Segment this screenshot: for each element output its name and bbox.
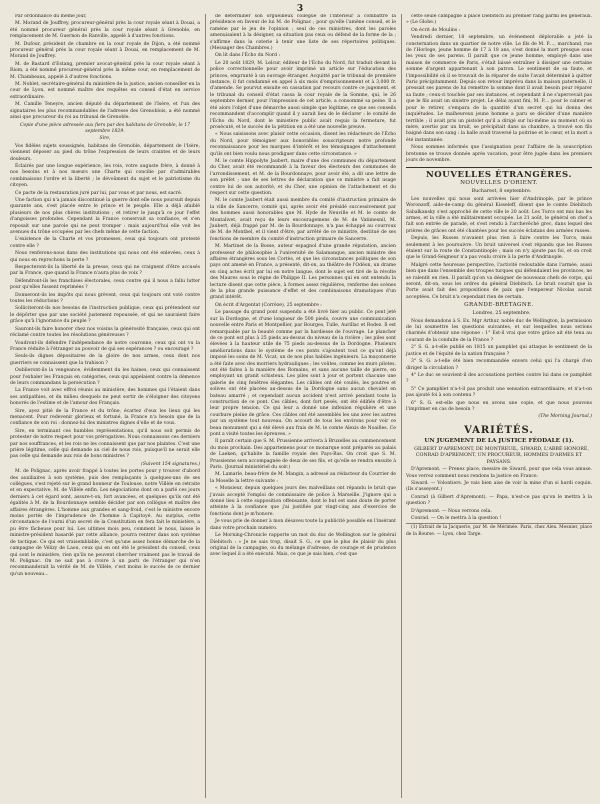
paragraph: M. Noblet, secrétaire-général du ministère de la justice, ancien conseiller en la cour de Lyon, est nommé maître des requêtes en conseil d'état en service extraordinaire. [10,82,200,100]
paragraph: Sauront-ils faire honorer chez nos voisins la générosité française, ceux qui ont réclamé contre toutes les résolutions généreuses ? [10,326,200,339]
paragraph: M. Martinet de la Bosse, auteur espagnol d'une grande réputation, ancien professeur de philosophie à l'université de Salamanque, ancien ministre des affaires étrangères sous les Cortès, et que les circonstances politiques de son pays ont amené en France, a présenté, dit-on, au théâtre de l'Odéon, un drame en cinq actes écrit par lui en notre langue, dont le sujet est tiré de la révolte des Maures sous le règne de Philippe II. Les personnes qui en ont entendu la lecture disent que cette pièce, à formes assez régulières, renferme des scènes de la plus grande puissance d'effet et des combinaisons dramatiques d'un grand intérêt. [210,244,396,301]
paragraph: de déterminer son orgueilleux collègue de l'intérieur à combattre la présidence en faveur de lui M. de Polignac ; pour qu'elle l'amène conseil, et le ramène par le jeu de l'opinion ; seul de ces ministres, dont les paroles amenuisaient à la désigner, sa situation pas ceux ou défend de la forme de la ; s'affirme dans la coterie à tenir une liste de ses répertoires politiques. (Messager des Chambres.) [210,14,396,52]
paragraph: Malgré cette heureuse perspective, l'activité redoutable dans l'armée, aussi bien que dans l'ensemble des troupes turques qui défendaient les provinces, ne se ralentit en rien. Il paraît qu'on va désigner de nouveaux chefs de corps, qui seront, dit-on, sous les ordres du général Diebitsch. Le bruit courait que la Porte avait fait des propositions de paix que l'empereur Nicolas aurait acceptées. Ce bruit n'a cependant rien de certain. [406,262,592,300]
paragraph: 5° Ce pamphlet n'a-t-il pas produit une sensation extraordinaire, et n'a-t-on pas ajouté foi à son contenu ? [406,386,592,399]
dateline: Bucharest, 8 septembre. [471,189,532,195]
paragraph: On écrit de Moulins : [411,27,461,33]
paragraph: M. de Bastard d'Estang, premier avocat-général près la cour royale séant à Riom, a été nommé procureur-général près la même cour, en remplacement de M. Chambeaux, appelé à d'autres fonctions. [10,61,200,80]
cast-list: GILBERT D'APREMONT, DE MONTREUIL, SIWARD, L'ABBÉ HONORÉ, CONRAD D'APREMONT, UN PROCUREUR, HOMMES D'ARMES ET PAYSANS. [414,446,589,465]
dialogue-line: Conrad (à Gilbert d'Apremont). — Papa, n'est-ce pas qu'on le mettra à la question ? [406,494,592,507]
orient-news-subheading: NOUVELLES D'ORIENT. [460,180,538,187]
paragraph: Il paraît certain que S. M. Prussienne arrivera à Bruxelles au commencement du mois prochain. Des appartemens pour ce monarque sont préparés au palais de Laeken, qu'habite la famille royale des Pays-Bas. On croit que S. M. Prussienne sera accompagnée de deux de ses fils, et qu'elle se rendra ensuite à Paris. (Journal ministériel du soir.) [210,439,396,471]
paragraph: Seuls-ils dignes dépositaires de la gloire de nos armes, ceux dont nos guerriers se connaissent que la trahison ? [10,354,200,366]
newspaper-columns [10,14,592,798]
varietes-heading: VARIÉTÉS. [464,424,534,436]
paragraph: Nous sommes informés que l'assignation pour l'affaire de la souscription bretonne se trouve donnée après vacation, pour être jugée dans les premiers jours de novembre. [406,145,592,163]
paragraph: 4° Le duc se souvient-il des accusations portées contre lui dans ce pamphlet ? [406,372,592,385]
paragraph: M. Dufour, président de chambre en la cour royale de Dijon, a été nommé procureur général près la cour royale séant à Douai, en remplacement de M. Morand de Jouffrey. [10,41,200,60]
paragraph: Vendredi dernier, 18 septembre, un événement déplorable a jeté la consternation dans un quartier de notre ville. Le fils de M. P...., marchand, rue de l'Horloge, jeune homme de 17 à 18 ans, s'est donné la mort presque sous les yeux de ses parens. Il paraît que ce jeune homme, employé dans une maison de commerce de Paris, s'était laissé entraîner à dissiper une certaine somme d'argent appartenant à son patron. Le sentiment de sa faute, et l'impossibilité où il se trouvait de la réparer de suite l'avait déterminé à quitter Paris précipitamment. Depuis son retour imprévu dans la maison paternelle, il pressait ses parens de lui remettre la somme dont il avait besoin pour réparer sa faute ; ceux-ci touchés par ses instances, et cependant il ne s'apercevait pas que le fils avait un sinistre projet. Le délai ayant fini, M. P.... pour le calmer et pour le retirer, s'empara de la quantité d'un secret qui lui donna des inquiétudes. Le malheureux jeune homme a paru se décider d'une manière terrible ; il avait pris un pistolet qu'il a dirigé sur lui-même au moment où sa mère, avertie par un bruit, se précipitait dans sa chambre, a trouvé son fils baigné dans son sang : la balle avait traversé la poitrine et le cœur, et la mort a été instantanée. [406,35,592,143]
paragraph: Par ordonnance du même jour, [15,14,87,19]
letter-heading: Copie d'une pièce adressée aux fiers par des habitans de Grenoble, le 17 septembre 1829. [19,122,191,134]
foreign-news-heading: NOUVELLES ÉTRANGÈRES. [406,167,592,180]
paragraph: On écrit d'Argentat (Corrèze), 25 septembre : [215,302,322,308]
paragraph: Le passage du grand pont suspendu a été livré hier au public. Ce pont jeté sur la Dordogne, et d'une longueur de 500 pieds, couvre une communication nouvelle entre Paris et Montpellier, par Bourges, Tulle, Aurillac et Rodez. Il est remarquable par la beauté comme par la hardiesse de l'ouvrage. Le plancher de ce pont est plus à 25 pieds au-dessus du niveau de la rivière ; les piles sont élevées à la hauteur utile de 75 pieds au-dessus de la Dordogne. Plusieurs améliorations dans le système de ces ponts s'ajoutent tout ce qu'ont déjà imposé les soins de M. Vicat, un de nos plus habiles ingénieurs. La maçonnerie a été faite avec des morriers hydrauliques ; les voûtes, comme les murs pilotes, ont été faites à la manière des Romains, et sans aucune taille de pierre, en employant un granit schisteux. Les piles sont à jour et portent chacune une galerie de cinq fenêtres élégantes. Les câbles ont été coulés, les poutres et solives ont été placées au-dessus de la Dordogne sans aucun chevalet en bateau amarré ; et cependant aucun accident n'est arrivé pendant toute la construction de ce pont. Ces câbles, dont fort pesés, ont été édifiés d'être à leur propre tension. Ce qui leur a donné une inflexion régulière et une courbure pleine de grâce. Ces câbles ont été assemblés les uns avec les autres par un système tout nouveau. On accourt de tous les environs pour voir ce beau monument qui a été élevé aux frais de M. le comte Alexis de Noailles. Ce pont a visité toutes les épreuves. » [210,310,396,437]
paragraph: M. de Polignac, après avoir frappé à toutes les portes pour y trouver d'abord des auxiliaires à son système, puis des remplaçants à quelques-uns de ses collègues, s'est rejeté sur le grand honneur de Toulouse, notre Villèle en retraite et en expectative, M. de Villèle enfin. Les négociations dont on a parlé ces jours derniers à cet égard sont, assure-t-on, fort avancées, et quelques qu'ils ont été égalités à M. de la Bourdonnaye semble décider par son collègue et maître des affaires étrangères. L'homme aux grandes et sang-froid, c'est le ministre encore moins portés de l'imprudence de l'homme à Capitoyé. Au surplus, cette circonstance de l'ourni d'un secret de la Constitution en fera fait le ministère, a pu être fâcheuse pour lui. Les ultimes mois peu, comment le nous, laisse le ministre-président hasardé par cette alliance, pourra rentrer dans son système de tactique. Ce qui est vraisemblable, c'est qu'une assez bonne démarche de la campagne de Vélizy de Laou, ceux qui en ont été le président du conseil, ceux qui sont le ministère, rien qu'ils ne peuvent chercher vraiment pas le travail de M. Polignac. On ne sait pas à croire à un parti de l'étranger qui n'en recommanderait la vérité de M. de Villèle, c'est moins le succès de ce dernier qu'un nouveau... [10,469,200,577]
paragraph: 6° S. G. est-elle que nous en avons une copie, et que nous pouvons l'imprimer en cas de besoin ? [406,400,592,412]
paragraph: 3° S. G. a-t-elle été bien recommandée envers celui qui l'a chargé d'en diriger la circulation ? [406,359,592,371]
paragraph: Défendront-ils les franchises électorales, ceux contre qui il nous a fallu lutter pour qu'elles fussent reprimées ? [10,278,200,291]
paragraph: Voudront-ils défendre l'indépendance de notre couronne, ceux qui ont vu la France réduite à l'étranger au pouvoir de qui ses espérances ? ou encouragé ? [10,340,200,352]
paragraph: Donneront-ils les impôts qui nous grèvent, ceux qui toujours ont voté contre toutes les réductions ? [10,292,200,305]
dialogue-line: Conrad. — On le mettra à la question ! [411,516,502,522]
paragraph: Respecteront-ils la liberté de la presse, ceux qui ne craignent d'être accusés par la France, que quand la France n'aura plus de voix ? [10,265,200,277]
great-britain-subheading: GRANDE-BRETAGNE. [464,302,534,309]
paragraph: M. le comte Hippolyte Jaubert, maire d'une des communes du département du Cher, avait été recommandé à la faveur des électeurs des communes de l'arrondissement, et M. de la Bourdonnaye, pour avoir été, a dit une lettre de son préfet ; une de ses lettres de déclaration que ce ministre a fait usage contre lui de son autorité, et du Cher, une opinion de l'attachement et du respect sur cette question. [210,158,396,196]
paragraph: 2° S. G. a-t-elle publié en 1815 un pamphlet qui attaque le sentiment de la justice et de l'équité de la nation française ? [406,345,592,357]
paragraph: « Monsieur, depuis quelques jours des malveillans ont répandu le bruit que j'avais accepté l'emploi de commissaire de police à Marseille. J'ignore qui a donné lieu à cette supposition offensante, dont le but est sans doute de porter atteinte à la confiance que j'ai justifiée par vingt-cinq ans d'exercice de fonctions dont je m'honore. [210,486,396,517]
page-number: 3 [296,4,304,14]
paragraph: Vos fidèles sujets soussignés, habitans de Grenoble, département de l'Isère, viennent déposer au pied du trône l'expression de leurs craintes et de leurs douleurs. [10,143,200,162]
dialogue-line: D'Apremont. — Prenez place, messire de Siward, pour que cela vous amuse. Vous verrez comment nous rendons la justice en France. [406,467,592,479]
paragraph: Depuis, les Russes n'avaient plus rien à faire contre les Turcs, mais seulement à les poursuivre. Un bruit universel s'est répandu que les Russes étaient sur la route de Constantinople ; mais on n'y ajoute pas foi, et on croit que le Grand-Seigneur n'a pas voulu croire à la perte d'Andrinople. [406,236,592,261]
paragraph: Sire, en terminant ces humbles représentations, qu'il nous soit permis de protester de notre respect pour vos prérogatives. Nous connaissons ces derniers par nos souffrances, et les rois ne les connaissent que par nos plaintes. C'est une prière légitime, celle qui demande au ciel de nous rois, puisque'il ne serait elle pas celle qui demande aux rois de bons ministres ? [10,428,200,460]
paragraph: Ce pacte de la restauration juré par lui, par vous et par nous, est sacré. [15,190,183,196]
paragraph: Nous renferons-nous dans des institutions qui nous ont été enlevées, ceux à qui nous en reprochons la perte ? [10,251,200,263]
paragraph: cette seule campagne a placé Diebitsch au premier rang parmi les généraux. » (Le Globe.) [406,14,592,26]
paragraph: Le Morning-Chronicle rapporte un mot du duc de Wellington sur le général Diebitsch : « Je ne sais trop, disait S. G., ce que le plus de plaisir du plus original de la campagne, ou du mélange d'adresse, de courage et de prudence avec lequel il a été exécuté. Mais, ce que je sais bien, c'est que [210,533,396,558]
paragraph: M. Morand de Jouffrey, procureur-général près la cour royale séant à Douai, a été nommé procureur général près la cour royale séant à Grenoble, en remplacement de M. Guernon de Ranville, appelé à d'autres fonctions. [10,21,200,40]
paragraph: Les nouvelles qui nous sont arrivées hier d'Andrinople, par le prince Woronzoff, aide-de-camp du général Kisseleff, disent que le comte Diebitsch Sabalkansky s'est approché de cette ville le 20 août. Les Turcs ont mis bas les armes, et la ville a été militairement occupée. Le 21 août, le général en chef a fait son entrée de parade, et s'est rendu à l'archevêché grec, dans lequel des prières de grâces ont été chantées pour les succès éclatans des armées russes. [406,196,592,234]
paragraph: Sire, ayez pitié de la France et du trône, écartez d'eux les lieux qui les menacent. Pour redevenir glorieux et fortuné, la France n'a besoin que de la confiance de son roi : donnez-lui des ministres dignes d'elle et de vous. [10,408,200,427]
paragraph: Je vous prie de donner à mon désaveu toute la publicité possible en l'insérant dans votre prochain numéro. [210,519,396,531]
varietes-subheading: UN JUGEMENT DE LA JUSTICE FÉODALE (1). [424,437,574,444]
column-middle [205,14,396,798]
column-left [10,14,200,798]
signatures-note: (Suivent 154 signatures.) [141,461,200,467]
paragraph: M. Camille Teneyre, ancien député du département de l'Isère, et l'un des signataires les plus recommandables de l'adresse des Grenoblois, a été nommé ainsi que procureur du roi au tribunal de Grenoble. [10,102,200,121]
paragraph: Nous demandons à S. Ex. Mgr Arthur, noble duc de Wellington, la permission de lui soumettre les questions suivantes, et sur lesquelles nous serions charmés d'obtenir une réponse : 1° Est-il vrai que votre grâce ait été tenu au courant de la conduite de la France ? [406,318,592,343]
footnote: (1) Extrait de la Jacquerie, par M. de Mérimée. Paris, chez Alex. Mesnier, place de la Bourse. — Lyon, chez Targe. [406,525,592,537]
paragraph: L'existence de la Charte et vos promesses, ceux qui toujours ont protesté contre elle ? [10,237,200,249]
dialogue-line: D'Apremont. — Nous verrons cela. [411,508,492,514]
dialogue-line: Siward. — Volontiers. Je vais bien aise de voir la mine d'un si hardi coquin. (Ils s'asseyent.) [406,480,592,493]
source-credit: (The Morning Journal.) [538,414,592,420]
paragraph: Oublieront-ils la vengeance, évidemment du les haines, ceux qui connaissent pour l'exhaler les Français en catégories, ceux qui appelaient contre la démence de leurs commandans la persécution ? [10,368,200,386]
paragraph: La France voit avec effroi réunis au ministère, des hommes qui l'étaient dans ses antipathies, et du milieu desquels ne peut sortir de s'éloigner des citoyens honorés de l'estime et de l'amour des Français. [10,388,200,407]
paragraph: « Nous saisissons avec plaisir cette occasion, disent les rédacteurs de l'Écho du Nord, pour témoigner aux honorables souscripteurs notre profonde reconnaissance pour les marques d'intérêt et les témoignages d'attachement qu'ils ont bien voulu nous prodiguer dans cette circonstance. » [210,132,396,157]
paragraph: Solliciteront-ils nos besoins de l'instruction publique, ceux qui prétendent sur le dépôrter que par une société justement repoussée, et qui ne sauraient faire grâce qu'à l'ignorance du peuple ? [10,306,200,325]
paragraph: Le 20 août 1829, M. Lelcur, éditeur de l'Écho du Nord, fut traduit devant la police correctionnelle pour avoir imprimé un article sur l'éducation des princes, emprunté à un ouvrage étranger. Acquitté par le tribunal de première instance, il fut condamné en appel à six mois d'emprisonnement et à 3,000 fr. d'amende. Se pourvut ensuite en cassation par recours contre ce jugement, et le tribunal du conseil d'état cassa la cour royale de la Somme, qui, le 26 septembre dernier, pour l'impression de cet article, a consommé sa peine. Il a été alors l'objet d'une démarche aussi simple que légitime, ce que ses conseils recommandent d'accomplir quand il y aurait lieu de le déclarer : le comité de l'Écho du Nord, dont le ministère public avait requis la fermeture, fut prosécuté, et le succès de la pétition en a été une nouvelle preuve. [210,60,396,130]
dateline: Londres, 25 septembre. [472,311,531,317]
paragraph: Une faction qui n'a jamais discontinué la guerre dont elle nous poursuit depuis quarante ans, s'est placée entre le prince et le peuple. Elle a déjà afaiblé plusieurs de nos plus chères institutions ; et retirer le jusqu'à ce jour l'effet d'angoisses profondes. Cependant la France conservait sa confiance, et s'en reposait sur une parole qui ne peut tromper : mais aujourd'hui elle voit les avenues du trône occupées par les chefs même de cette faction. [10,197,200,235]
salutation: Sire, [99,136,111,142]
paragraph: Éclairés par une longue expérience, les rois, votre auguste frère, à donné à nos besoins et à nos mœurs une Charte qui concilie par d'admirables combinaisons l'ordre et la liberté ; le dévoûment du sujet et le patriotisme du citoyen. [10,163,200,189]
column-right [401,14,592,798]
paragraph: On lit dans l'Écho du Nord : [215,53,281,59]
paragraph: M. le comte Jaubert était aussi membre du comité d'instruction primaire de la ville de Sancerre, comité qui, après avoir été présidé successivement par des hommes aussi honorables que M. Hyde de Neuville et M. le comte de Montalivet, avait reçu de leurs encouragemens de M. de Vatimesnil, M. Jaubert, déjà frappé par M. de la Bourdonnaye, n'a pas échappé au courroux de M. de Montbel, et il vient d'être, par arrêté de ce ministre, destitué de ses fonctions de membre du comité d'instruction primaire de Sancerre. [210,198,396,242]
paragraph: M. Lamarle, beau-frère de M. Mangin, a adressé au rédacteur du Courrier de la Moselle la lettre suivante : [210,472,396,484]
